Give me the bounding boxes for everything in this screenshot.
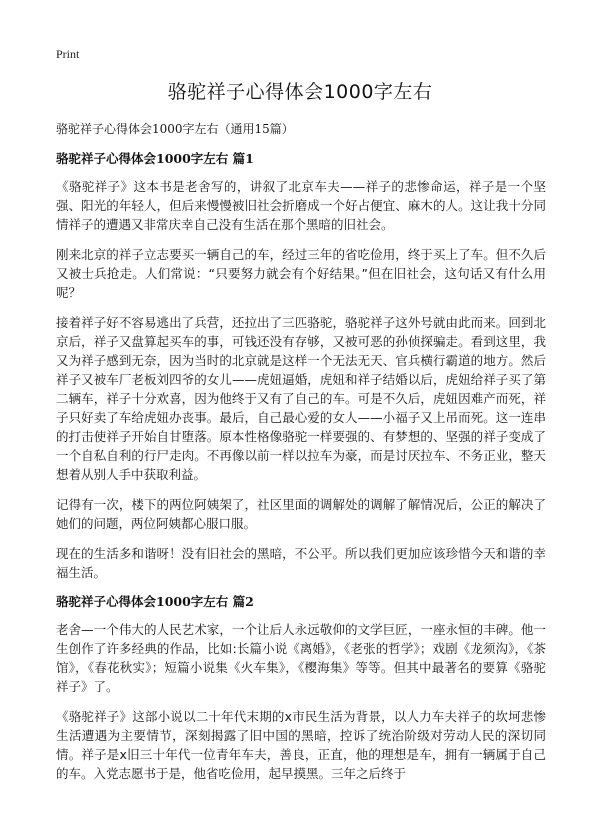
print-label[interactable]: Print (56, 47, 80, 61)
section-heading: 骆驼祥子心得体会1000字左右 篇1 (56, 151, 254, 166)
section-1 (56, 150, 546, 582)
paragraph: 老舍—一个伟大的人民艺术家，一个让后人永远敬仰的文学巨匠，一座永恒的丰碑。他一生创作了许多经典的作品，比如:长篇小说《离婚》，《老张的哲学》；戏剧《龙须沟》，《茶馆》，《春花秋实》；短篇小说集《火车集》，《樱海集》等等。但其中最著名的要算《骆驼祥子》了。 (56, 622, 546, 694)
paragraph: 刚来北京的祥子立志要买一辆自己的车，经过三年的省吃俭用，终于买上了车。但不久后又被士兵抢走。人们常说：“只要努力就会有个好结果。”但在旧社会，这句话又有什么用呢？ (56, 247, 546, 300)
section-2 (56, 593, 546, 783)
document-body (56, 150, 546, 794)
paragraph: 《骆驼祥子》这部小说以二十年代末期的x市民生活为背景，以人力车夫祥子的坎坷悲惨生活遭遇为主要情节，深刻揭露了旧中国的黑暗，控诉了统治阶级对劳动人民的深切同情。祥子是x旧三十年代一位青年车夫，善良，正直，他的理想是车，拥有一辆属于自己的车。入党志愿书于是，他省吃俭用，起早摸黑。三年之后终于 (56, 709, 546, 781)
paragraph: 记得有一次，楼下的两位阿姨架了，社区里面的调解处的调解了解情况后，公正的解决了她们的问题，两位阿姨都心服口服。 (56, 497, 546, 531)
section-heading: 骆驼祥子心得体会1000字左右 篇2 (56, 594, 254, 609)
paragraph: 接着祥子好不容易逃出了兵营，还拉出了三匹骆驼，骆驼祥子这外号就由此而来。回到北京后，祥子又盘算起买车的事，可钱还没有存够，又被可恶的孙侦探骗走。看到这里，我又为祥子感到无奈，因为当时的北京就是这样一个无法无天、官兵横行霸道的地方。然后祥子又被车厂老板刘四爷的女儿——虎妞逼婚，虎妞和祥子结婚以后，虎妞给祥子买了第二辆车，祥子十分欢喜，因为他终于又有了自己的车。可是不久后，虎妞因难产而死，祥子只好卖了车给虎妞办丧事。最后，自己最心爱的女人——小福子又上吊而死。这一连串的打击使祥子开始自甘堕落。原本性格像骆驼一样要强的、有梦想的、坚强的祥子变成了一个自私自利的行尸走肉。不再像以前一样以拉车为豪，而是讨厌拉车、不务正业，整天想着从别人手中获取利益。 (56, 315, 546, 482)
document-title: 骆驼祥子心得体会1000字左右 (167, 81, 433, 103)
document-subtitle: 骆驼祥子心得体会1000字左右（通用15篇） (56, 122, 294, 136)
paragraph: 现在的生活多和谐呀！没有旧社会的黑暗，不公平。所以我们更加应该珍惜今天和谐的幸福生活。 (56, 546, 546, 580)
paragraph: 《骆驼祥子》这本书是老舍写的，讲叙了北京车夫——祥子的悲惨命运，祥子是一个坚强、阳光的年轻人，但后来慢慢被旧社会折磨成一个好占便宜、麻木的人。这让我十分同情祥子的遭遇又非常庆幸自己没有生活在那个黑暗的旧社会。 (56, 179, 546, 232)
